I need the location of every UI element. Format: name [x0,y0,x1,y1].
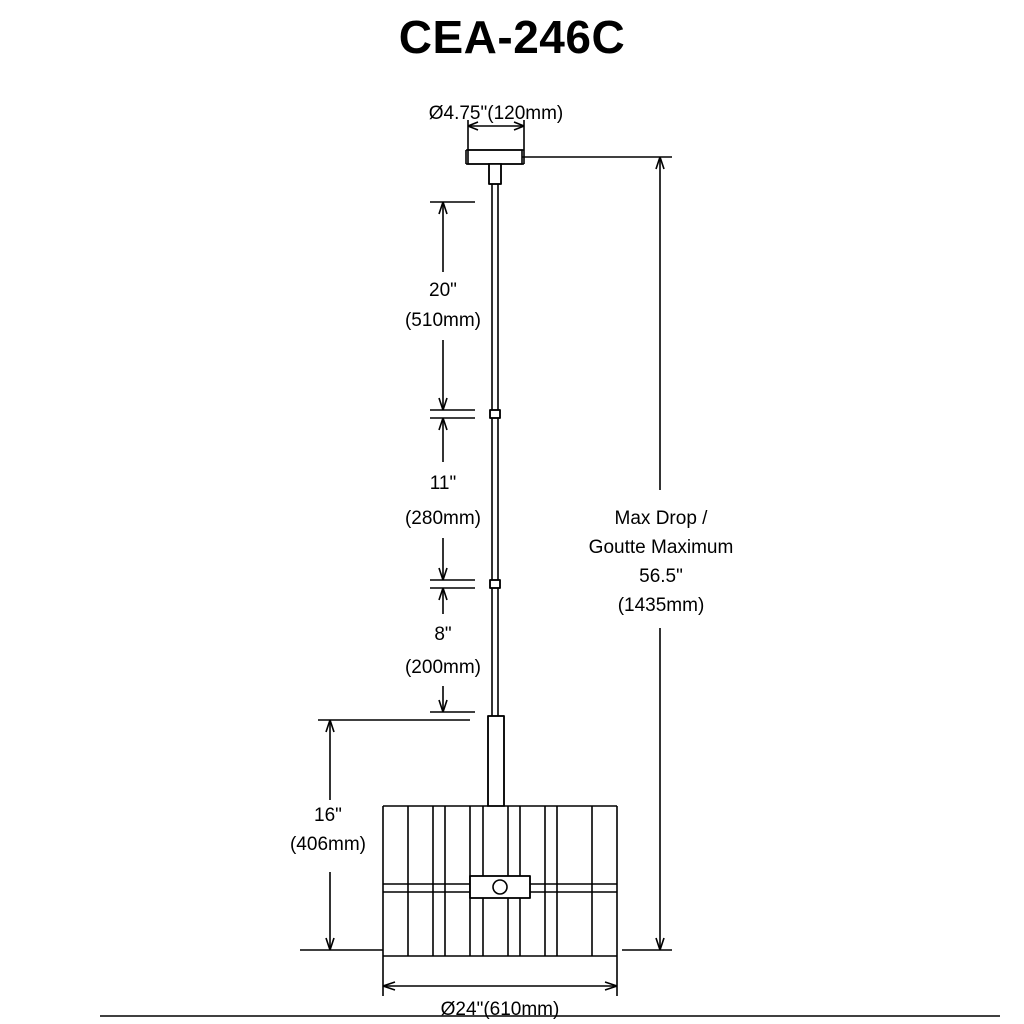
canopy-diameter-label: Ø4.75"(120mm) [428,103,564,124]
rod-20mm-label: (510mm) [404,310,481,331]
fixture-stem [488,716,504,806]
fixture-height-in-label: 16" [314,805,342,826]
rod-8mm-label: (200mm) [404,657,481,678]
shade-array [383,806,617,956]
rod-8in-label: 8" [434,624,452,645]
canopy-group [466,150,524,184]
fixture-height-mm-label: (406mm) [289,834,366,855]
max-drop-line4: (1435mm) [617,595,705,616]
fixture-diameter-dimension [383,956,617,996]
rod-20in-label: 20" [429,280,457,301]
rod-11in-label: 11" [429,473,457,494]
rod-11mm-label: (280mm) [404,508,481,529]
max-drop-line3: 56.5" [639,566,683,587]
max-drop-line1: Max Drop / [614,508,708,529]
page-title: CEA-246C [398,11,626,63]
max-drop-line2: Goutte Maximum [588,537,734,558]
fixture-diameter-label: Ø24"(610mm) [440,999,560,1020]
